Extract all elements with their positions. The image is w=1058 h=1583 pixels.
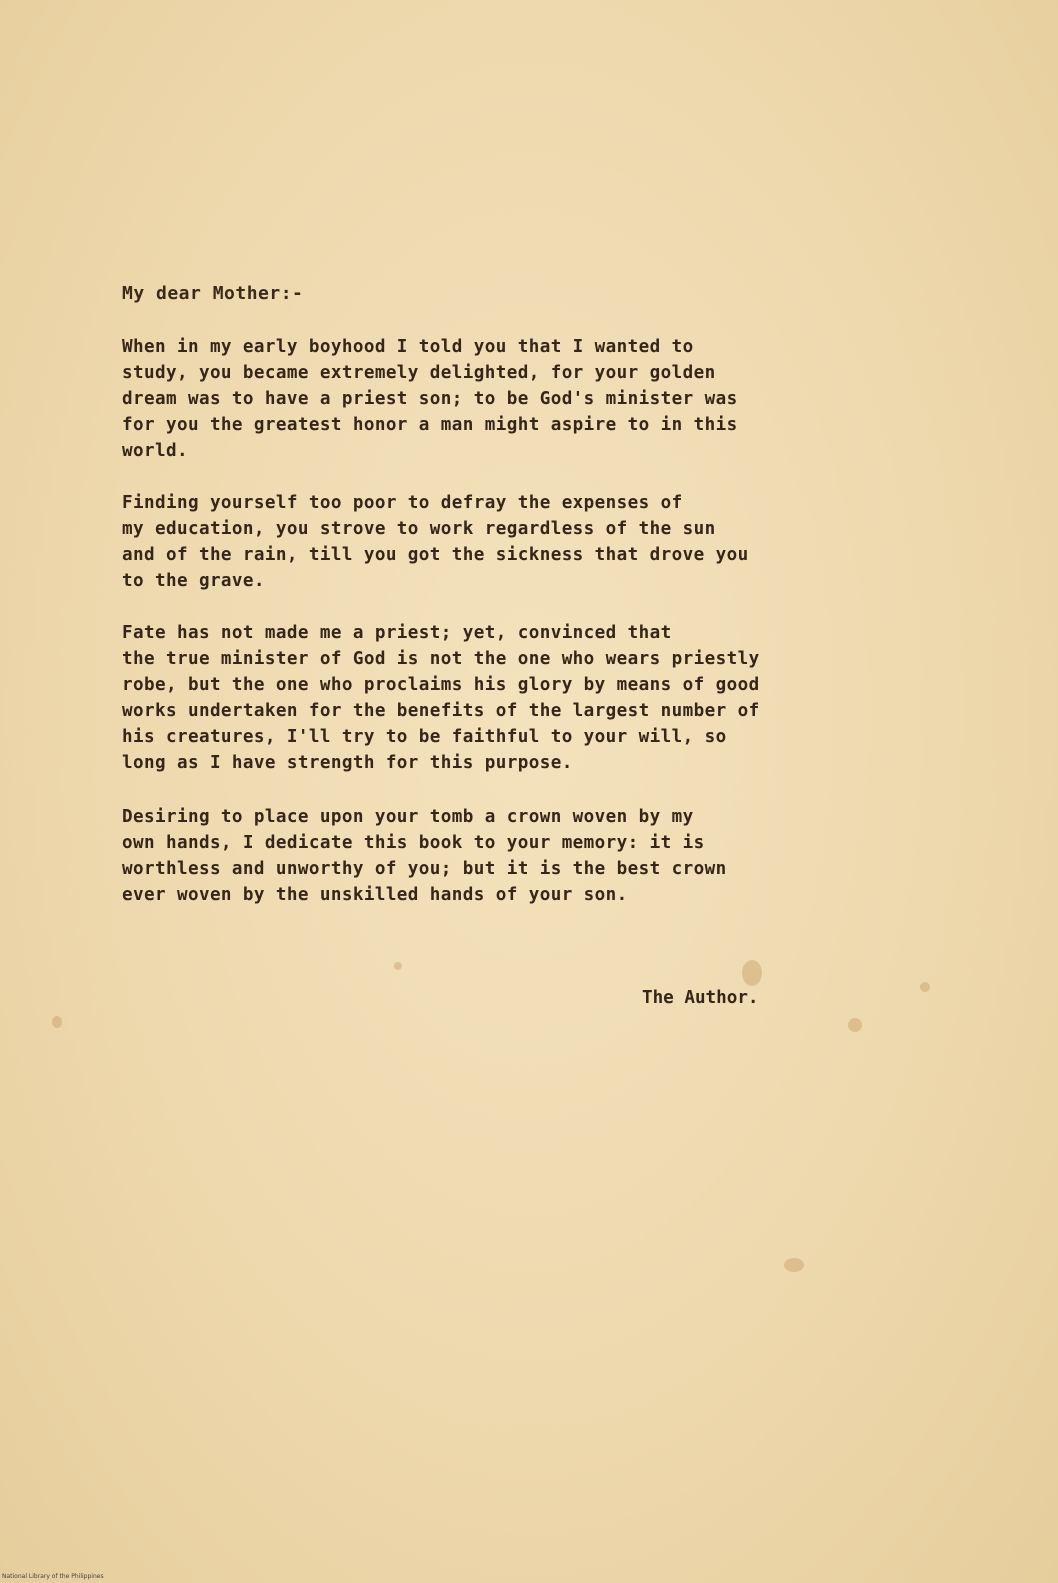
letter-salutation: My dear Mother:- xyxy=(122,283,304,304)
letter-paragraph-1: When in my early boyhood I told you that I wanted to study, you became extremely delighted, for your golden dream was to have a priest son; to be God's minister was for you the greatest honor a man might aspire to in this world. xyxy=(122,337,738,461)
paper-stain xyxy=(394,962,402,970)
letter-paragraph-2: Finding yourself too poor to defray the expenses of my education, you strove to work regardless of the sun and of the rain, till you got the sickness that drove you to the grave. xyxy=(122,493,749,591)
paper-stain xyxy=(742,960,762,986)
paper-stain xyxy=(848,1018,862,1032)
letter-paragraph-4: Desiring to place upon your tomb a crown woven by my own hands, I dedicate this book to your memory: it is worthless and unworthy of you; but it is the best crown ever woven by the unskilled hands of your son. xyxy=(122,807,727,905)
paper-stain xyxy=(784,1258,804,1272)
library-credit: National Library of the Philippines xyxy=(2,1573,104,1580)
letter-paragraph-3: Fate has not made me a priest; yet, convinced that the true minister of God is not the one who wears priestly robe, but the one who proclaims his glory by means of good works undertaken for the benefits of the largest number of his creatures, I'll try to be faithful to your will, so long as I have strength for this purpose. xyxy=(122,623,760,773)
letter-signature: The Author. xyxy=(642,988,759,1008)
paper-stain xyxy=(52,1016,62,1028)
paper-stain xyxy=(920,982,930,992)
